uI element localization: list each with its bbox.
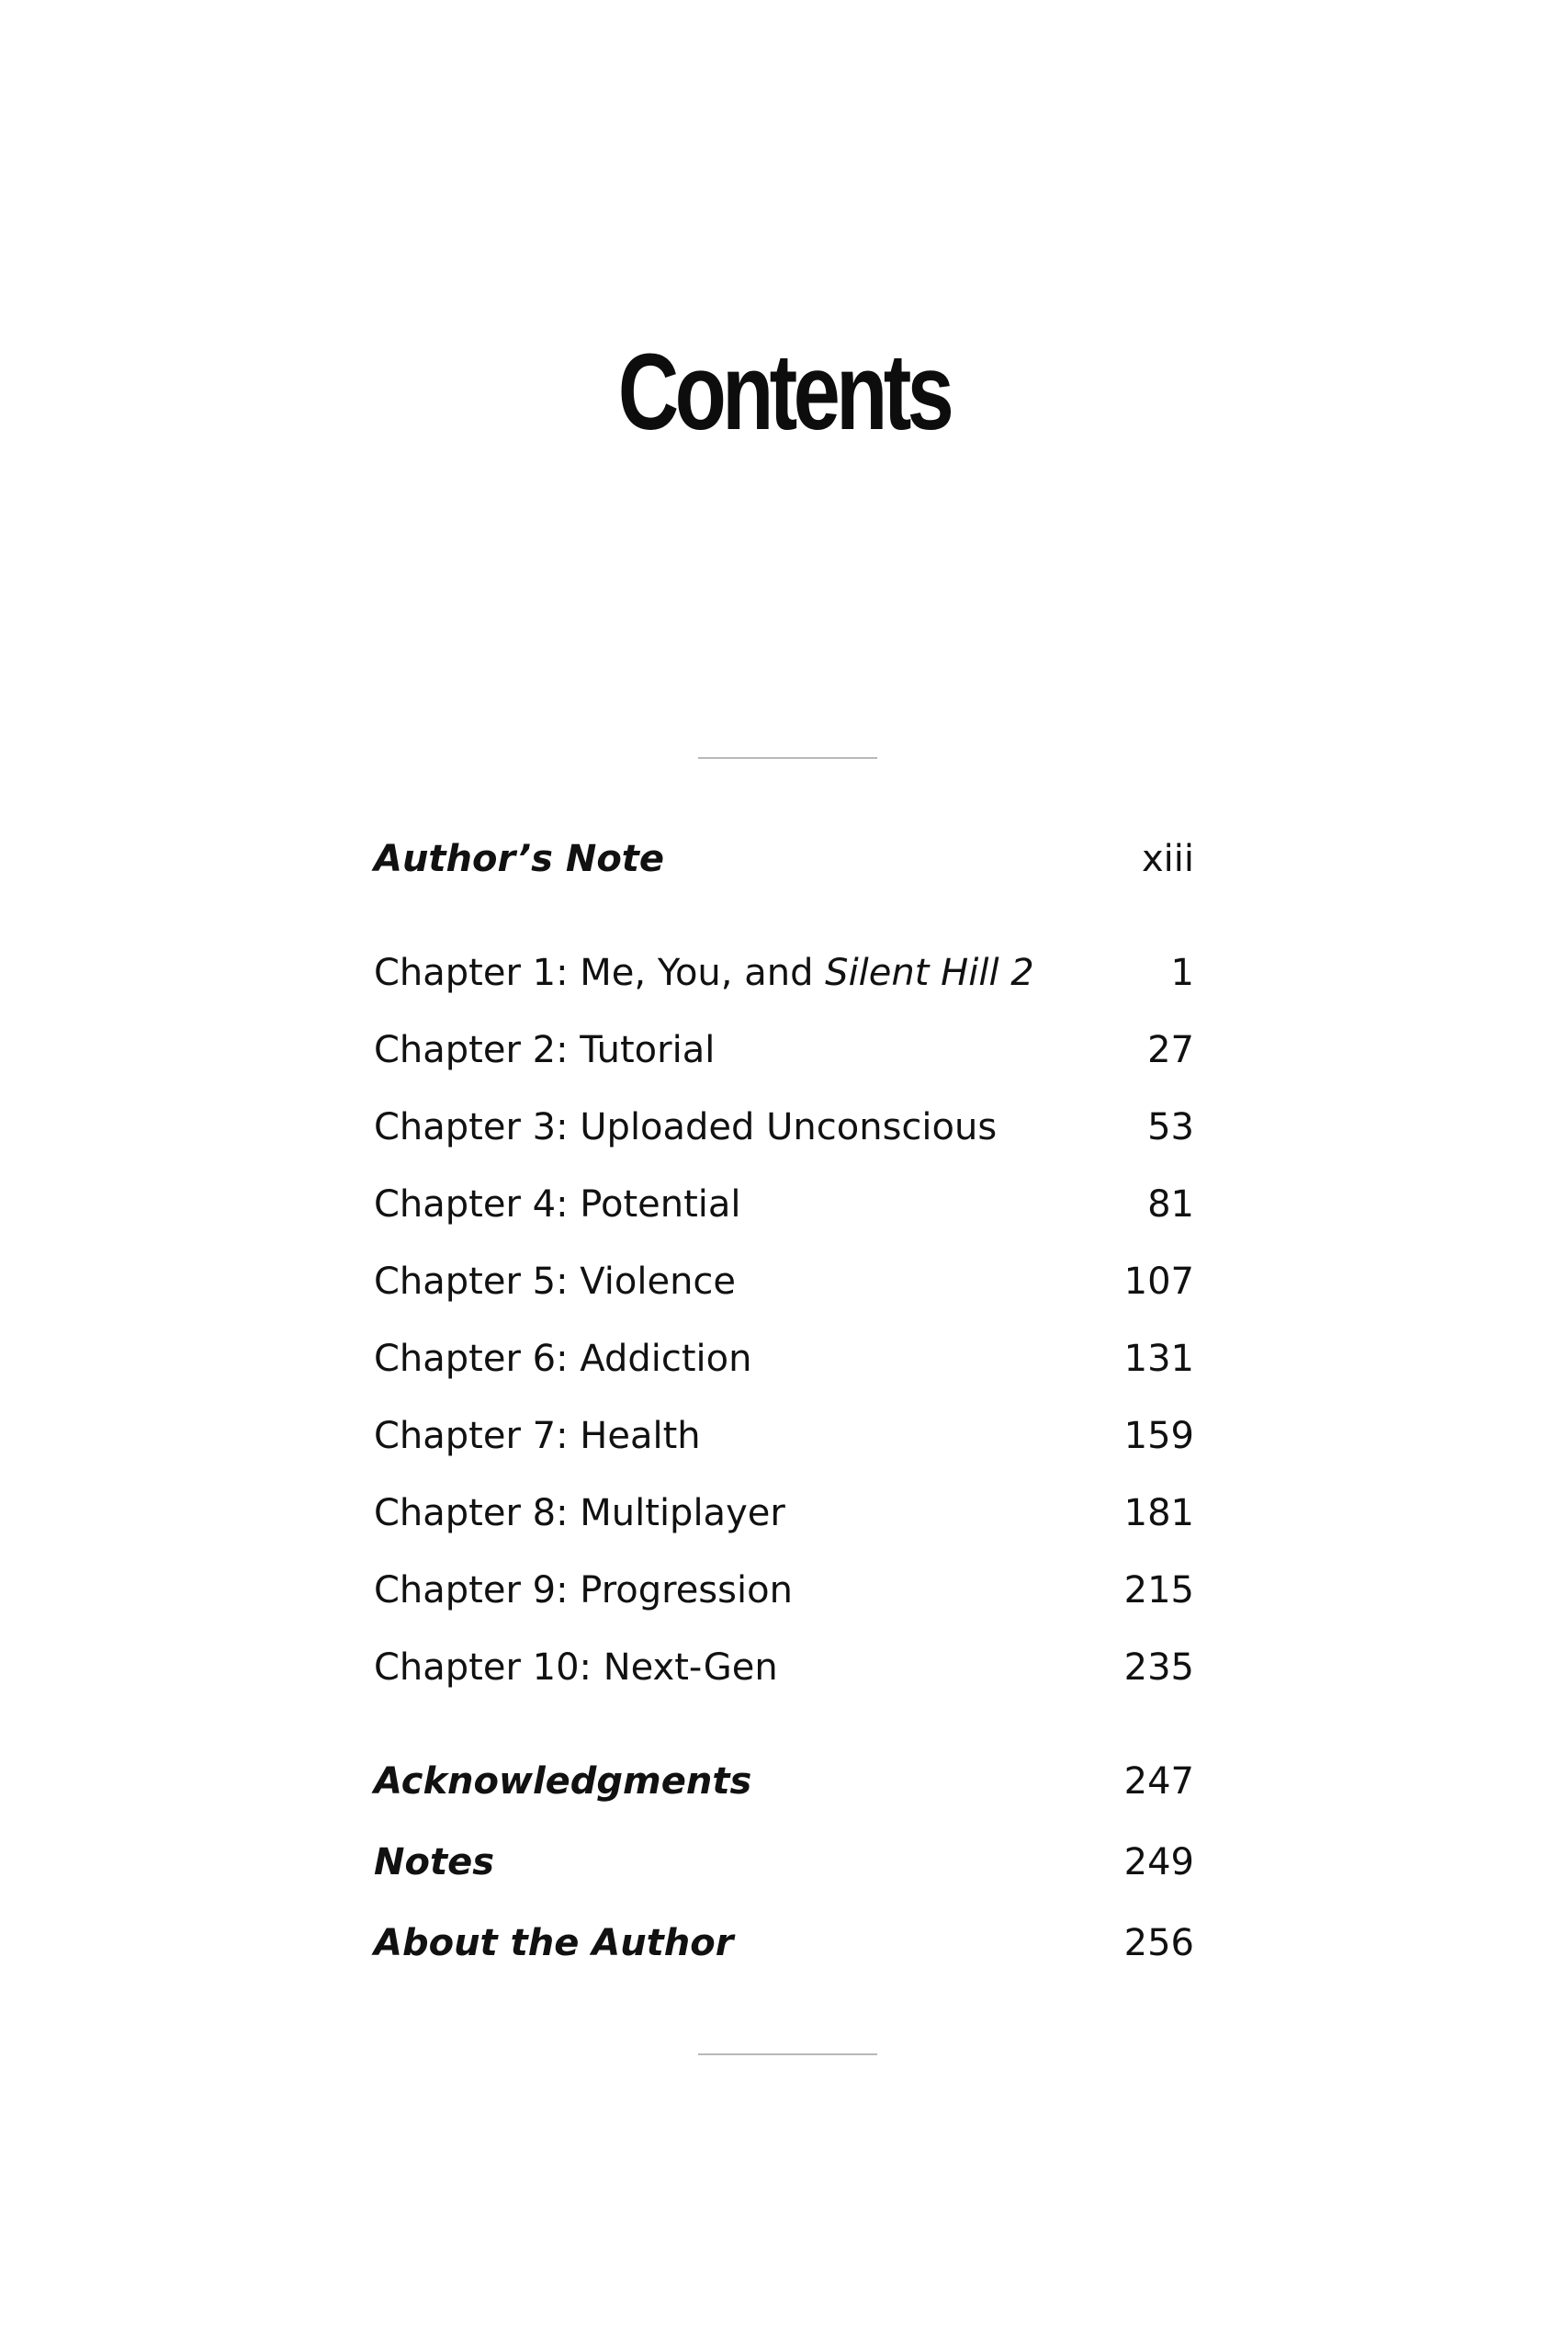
toc-entry-chapter-3[interactable] (374, 1100, 1194, 1155)
toc-entry-page: 131 (1123, 1338, 1194, 1380)
toc-entry-chapter-9[interactable] (374, 1563, 1194, 1618)
toc-entry-label: Notes (374, 1841, 495, 1883)
toc-entry-page: 27 (1147, 1029, 1194, 1071)
toc-entry-page: xiii (1141, 838, 1194, 880)
toc-entry-page: 81 (1147, 1183, 1194, 1226)
toc-entry-page: 181 (1123, 1492, 1194, 1534)
toc-entry-about-the-author[interactable] (374, 1916, 1194, 1971)
toc-entry-chapter-10[interactable] (374, 1640, 1194, 1695)
toc-entry-page: 107 (1123, 1261, 1194, 1303)
toc-entry-page: 215 (1123, 1569, 1194, 1611)
toc-entry-label: Chapter 9: Progression (374, 1569, 793, 1611)
toc-entry-label: Chapter 7: Health (374, 1415, 701, 1457)
toc-entry-label: Author’s Note (374, 838, 665, 880)
toc-entry-chapter-2[interactable] (374, 1023, 1194, 1078)
toc-entry-label: Chapter 5: Violence (374, 1261, 737, 1303)
toc-entry-chapter-5[interactable] (374, 1254, 1194, 1309)
toc-entry-label: Chapter 10: Next-Gen (374, 1646, 778, 1689)
toc-entry-page: 235 (1123, 1646, 1194, 1689)
toc-entry-chapter-4[interactable] (374, 1177, 1194, 1232)
toc-entry-chapter-7[interactable] (374, 1408, 1194, 1464)
top-divider (698, 757, 877, 759)
toc-entry-label-text: Chapter 1: Me, You, and (374, 952, 826, 994)
toc-entry-chapter-1[interactable] (374, 945, 1194, 1001)
toc-entry-page: 256 (1123, 1922, 1194, 1964)
toc-entry-label: Chapter 2: Tutorial (374, 1029, 716, 1071)
toc-entry-notes[interactable] (374, 1835, 1194, 1890)
toc-entry-label: Chapter 8: Multiplayer (374, 1492, 785, 1534)
toc-entry-label: Chapter 4: Potential (374, 1183, 741, 1226)
toc-entry-page: 247 (1123, 1760, 1194, 1803)
toc-entry-authors-note[interactable] (374, 831, 1194, 887)
bottom-divider (698, 2053, 877, 2055)
toc-entry-label-italic: Silent Hill 2 (825, 952, 1034, 994)
toc-entry-page: 53 (1147, 1106, 1194, 1148)
toc-entry-chapter-6[interactable] (374, 1331, 1194, 1386)
toc-entry-label (374, 945, 1034, 1001)
toc-entry-label: Chapter 3: Uploaded Unconscious (374, 1106, 998, 1148)
toc-entry-page: 249 (1123, 1841, 1194, 1883)
toc-entry-chapter-8[interactable] (374, 1486, 1194, 1541)
page-title: Contents (617, 332, 951, 453)
toc-entry-label: Acknowledgments (374, 1760, 752, 1803)
toc-entry-page: 159 (1123, 1415, 1194, 1457)
toc-entry-label: Chapter 6: Addiction (374, 1338, 752, 1380)
toc-entry-acknowledgments[interactable] (374, 1754, 1194, 1809)
toc-entry-page: 1 (1170, 952, 1194, 994)
toc-entry-label: About the Author (374, 1922, 734, 1964)
